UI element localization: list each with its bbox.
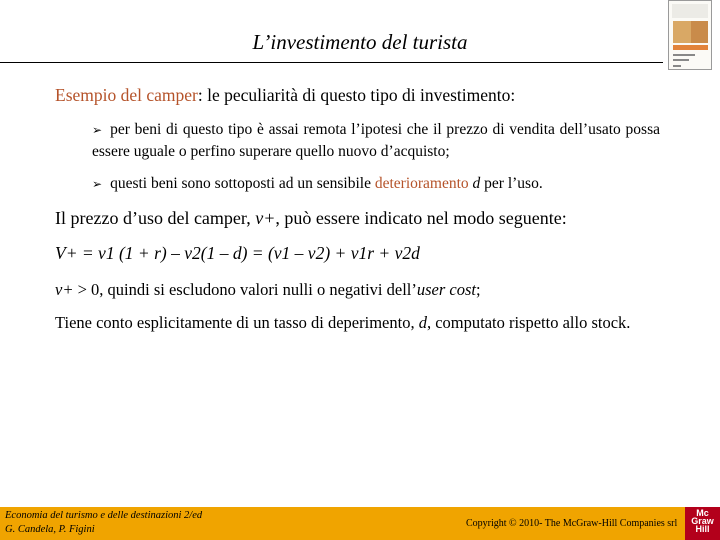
cover-image-left	[673, 21, 691, 43]
formula: V+ = v1 (1 + r) – v2(1 – d) = (v1 – v2) + v1r + v2d	[55, 243, 420, 263]
logo-line: Graw	[691, 516, 714, 526]
title-divider	[0, 62, 663, 63]
price-text-end: , può essere indicato nel modo seguente:	[275, 208, 567, 228]
footer-book-line: Economia del turismo e delle destinazioni 2/ed	[5, 510, 203, 521]
bullet-text-end: per l’uso.	[480, 175, 543, 192]
cover-text-line	[673, 54, 695, 56]
bullet-text: per beni di questo tipo è assai remota l’ipotesi che il prezzo di vendita dell’usato possa essere uguale o perfino superare quello nuovo d’acquisto;	[92, 121, 660, 160]
bullet-text: questi beni sono sottoposti ad un sensibile	[110, 175, 375, 192]
book-cover-title	[669, 1, 686, 2]
footer-bar	[0, 507, 720, 540]
positivity-end: ;	[475, 280, 481, 299]
price-paragraph	[55, 207, 567, 229]
book-cover-thumbnail	[668, 0, 712, 70]
depreciation-variable: d	[418, 313, 427, 332]
cover-text-line	[673, 65, 681, 67]
cover-image-right	[691, 21, 708, 43]
arrow-bullet-icon: ➢	[92, 177, 103, 191]
footer-citation	[5, 509, 202, 537]
depreciation-text-end: , computato rispetto allo stock.	[426, 313, 631, 332]
positivity-variable: v+	[55, 280, 74, 299]
depreciation-text: Tiene conto esplicitamente di un tasso di deperimento,	[55, 313, 419, 332]
bullet-variable: d	[472, 175, 481, 192]
positivity-text: > 0, quindi si escludono valori nulli o negativi dell’	[73, 280, 417, 299]
footer-copyright: Copyright © 2010- The McGraw-Hill Companies srl	[466, 518, 678, 529]
intro-text: : le peculiarità di questo tipo di investimento:	[197, 85, 516, 105]
depreciation-paragraph	[55, 312, 660, 334]
logo-line: Hill	[695, 524, 710, 534]
intro-highlight: Esempio del camper	[55, 85, 198, 105]
slide-title: L’investimento del turista	[252, 30, 468, 54]
cover-band	[673, 45, 708, 50]
bullet-item	[92, 119, 660, 163]
positivity-paragraph	[55, 279, 481, 301]
user-cost-term: user cost	[416, 280, 476, 299]
cover-text-line	[673, 59, 689, 61]
bullet-highlight: deterioramento	[374, 175, 469, 192]
footer-authors: G. Candela, P. Figini	[5, 524, 95, 535]
bullet-item	[92, 173, 660, 195]
price-text: Il prezzo d’uso del camper,	[55, 208, 256, 228]
cover-header-block	[672, 4, 708, 18]
logo-line: Mc	[696, 508, 709, 518]
price-variable: v+	[255, 208, 276, 228]
intro-paragraph	[55, 84, 515, 106]
arrow-bullet-icon: ➢	[92, 123, 103, 137]
mcgraw-hill-logo	[685, 507, 720, 540]
